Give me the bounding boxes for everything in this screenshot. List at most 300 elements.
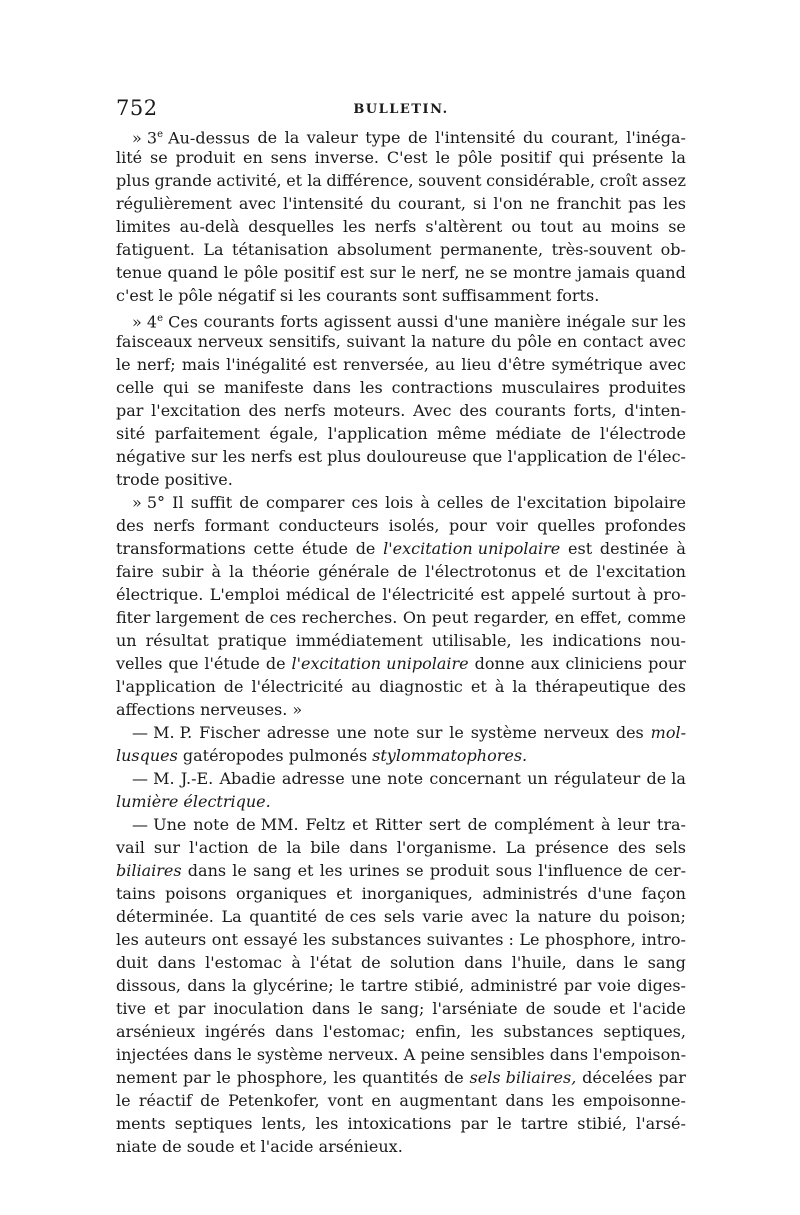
segment-text: surtout: [571, 585, 631, 604]
text-segment: [550, 1043, 588, 1066]
text-segment: [526, 997, 546, 1020]
segment-text: par: [460, 1114, 488, 1133]
text-segment: [360, 376, 383, 399]
text-segment: [323, 1020, 405, 1043]
text-segment: [239, 491, 259, 514]
segment-text: de: [397, 562, 418, 581]
segment-text: l'excitation unipolaire: [383, 539, 561, 558]
text-segment: [496, 422, 561, 445]
segment-text: concernant: [429, 769, 521, 788]
text-segment: [545, 560, 561, 583]
text-segment: [508, 445, 608, 468]
segment-text: lusques: [116, 746, 178, 765]
italic-segment: [116, 744, 178, 767]
segment-text: négative: [116, 447, 186, 466]
segment-text: de: [490, 493, 511, 512]
text-segment: [430, 859, 490, 882]
segment-text: lumière électrique.: [116, 792, 271, 811]
text-segment: [132, 491, 165, 514]
text-segment: [362, 1066, 438, 1089]
text-segment: [116, 399, 143, 422]
text-segment: [252, 675, 344, 698]
text-segment: [432, 606, 468, 629]
segment-text: appelé: [511, 585, 566, 604]
text-segment: [530, 192, 550, 215]
text-segment: [284, 261, 335, 284]
text-segment: [187, 974, 225, 997]
segment-text: des: [116, 516, 144, 535]
text-segment: [199, 721, 260, 744]
segment-text: présence: [535, 838, 609, 857]
segment-text: générale: [318, 562, 390, 581]
text-segment: [310, 951, 351, 974]
text-segment: [181, 767, 213, 790]
segment-text: positif: [283, 263, 335, 282]
text-segment: [163, 376, 189, 399]
segment-text: est: [340, 263, 365, 282]
segment-text: Abadie: [219, 769, 276, 788]
text-segment: [243, 146, 263, 169]
text-segment: [244, 261, 278, 284]
text-segment: [116, 583, 203, 606]
segment-text: vail: [116, 838, 145, 857]
text-segment: [609, 376, 686, 399]
text-segment: [216, 1066, 231, 1089]
segment-text: note: [387, 769, 424, 788]
text-line: [116, 399, 686, 422]
text-segment: [298, 859, 314, 882]
segment-text: de la: [646, 769, 686, 788]
segment-text: faire: [116, 562, 154, 581]
italic-segment: [116, 859, 182, 882]
text-segment: [437, 422, 486, 445]
text-line: [116, 307, 686, 330]
segment-text: de: [257, 128, 278, 148]
segment-text: sur: [631, 312, 658, 332]
segment-text: plus: [116, 171, 150, 190]
segment-text: dans: [187, 976, 226, 995]
segment-text: le: [339, 976, 355, 995]
text-segment: [210, 583, 280, 606]
text-segment: [200, 1089, 220, 1112]
segment-text: l'état: [310, 953, 352, 972]
text-segment: [165, 882, 226, 905]
text-line: [116, 560, 686, 583]
segment-text: substances: [331, 930, 422, 949]
segment-text: Il: [172, 493, 184, 512]
segment-text: grande: [154, 171, 212, 190]
text-segment: [554, 767, 640, 790]
text-segment: [116, 353, 131, 376]
segment-text: les: [315, 1114, 339, 1133]
text-segment: [150, 146, 168, 169]
segment-text: des: [617, 838, 646, 857]
text-segment: [544, 721, 609, 744]
text-segment: [351, 491, 378, 514]
segment-text: sité: [116, 424, 146, 443]
text-segment: [648, 951, 686, 974]
text-line: [116, 1066, 686, 1089]
segment-text: aussi: [396, 312, 439, 332]
text-segment: [371, 1089, 391, 1112]
segment-text: C'est: [386, 148, 428, 167]
segment-text: l'excitation: [596, 562, 686, 581]
text-segment: [198, 330, 263, 353]
segment-text: que: [472, 447, 503, 466]
segment-text: courant,: [550, 128, 619, 148]
text-segment: [422, 905, 463, 928]
text-segment: Au-dessus: [162, 128, 250, 148]
segment-text: souvent: [418, 171, 482, 190]
segment-text: est: [480, 585, 505, 604]
text-segment: [671, 146, 686, 169]
text-segment: [521, 629, 544, 652]
text-segment: [351, 675, 371, 698]
text-segment: [617, 813, 650, 836]
segment-text: suffit: [190, 493, 233, 512]
segment-text: comme: [627, 608, 686, 627]
text-segment: [577, 261, 630, 284]
segment-text: organiques: [236, 884, 327, 903]
segment-text: ont: [211, 930, 239, 949]
segment-text: un: [527, 769, 548, 788]
segment-text: d'une: [443, 312, 489, 332]
text-segment: [552, 353, 643, 376]
text-segment: [116, 698, 302, 721]
text-segment: [653, 583, 686, 606]
running-title: BULLETIN.: [353, 102, 449, 117]
segment-text: courants: [494, 401, 566, 420]
segment-text: forts: [280, 312, 319, 332]
text-segment: [139, 1089, 192, 1112]
segment-text: que: [168, 654, 199, 673]
text-segment: [605, 514, 686, 537]
text-segment: [116, 629, 137, 652]
segment-text: suivantes :: [426, 930, 514, 949]
text-line: [116, 767, 686, 790]
text-segment: [116, 215, 171, 238]
text-segment: [636, 1112, 686, 1135]
text-segment: [325, 905, 376, 928]
segment-text: adresse: [281, 769, 345, 788]
segment-text: les: [222, 447, 246, 466]
segment-text: nature: [537, 907, 592, 926]
text-segment: [347, 1112, 451, 1135]
segment-text: intoxications: [347, 1114, 452, 1133]
text-segment: [193, 813, 229, 836]
segment-text: de ces: [244, 608, 297, 627]
text-segment: [390, 951, 455, 974]
segment-text: nement: [116, 1068, 178, 1087]
text-segment: [574, 399, 617, 422]
segment-text: le: [223, 263, 239, 282]
segment-text: sert: [428, 815, 461, 834]
text-line: [116, 1020, 686, 1043]
segment-text: utilisable,: [431, 631, 512, 650]
segment-text: et: [544, 562, 561, 581]
text-segment: [629, 859, 649, 882]
segment-text: sels: [654, 838, 686, 857]
text-segment: [306, 813, 346, 836]
text-segment: [628, 192, 656, 215]
text-segment: [437, 491, 483, 514]
segment-text: de: [443, 1068, 464, 1087]
segment-text: faisceaux: [116, 332, 193, 351]
segment-text: s'altèrent: [425, 217, 503, 236]
segment-text: lents,: [261, 1114, 307, 1133]
text-segment: [176, 146, 236, 169]
text-segment: [232, 859, 247, 882]
segment-text: velles: [116, 654, 163, 673]
segment-text: l'étude: [204, 654, 260, 673]
text-segment: [333, 1066, 356, 1089]
text-segment: [116, 1066, 177, 1089]
segment-text: des: [658, 677, 686, 696]
segment-text: nou-: [650, 631, 686, 650]
text-segment: [116, 1135, 403, 1158]
text-segment: [175, 1112, 253, 1135]
segment-text: sur: [369, 263, 396, 282]
segment-text: manifeste: [224, 378, 304, 397]
text-segment: [358, 997, 373, 1020]
segment-text: considérable,: [486, 171, 596, 190]
text-segment: [116, 1020, 195, 1043]
text-segment: [649, 353, 686, 376]
text-segment: Ces: [162, 312, 198, 332]
segment-text: nerfs: [250, 447, 293, 466]
text-segment: [459, 399, 487, 422]
segment-text: » 4: [132, 312, 158, 332]
segment-text: de: [525, 999, 546, 1018]
text-segment: [116, 997, 146, 1020]
segment-text: sur: [153, 838, 181, 857]
segment-text: quand: [635, 263, 686, 282]
text-segment: [473, 192, 486, 215]
segment-text: de: [223, 677, 244, 696]
text-segment: [223, 445, 246, 468]
segment-text: celle: [116, 378, 155, 397]
segment-text: pratique: [217, 631, 287, 650]
text-segment: [333, 399, 405, 422]
segment-text: la: [512, 677, 528, 696]
text-segment: [194, 1043, 232, 1066]
segment-text: à: [420, 493, 430, 512]
text-segment: [267, 721, 330, 744]
segment-text: déterminée.: [116, 907, 214, 926]
segment-text: l'organisme.: [396, 838, 497, 857]
segment-text: dans: [275, 1022, 314, 1041]
text-segment: [490, 491, 510, 514]
text-segment: [296, 629, 423, 652]
text-segment: [637, 583, 647, 606]
ordinal-superscript: e: [157, 129, 163, 140]
text-segment: [511, 583, 565, 606]
text-segment: [583, 1089, 686, 1112]
segment-text: une: [336, 723, 367, 742]
segment-text: lité: [116, 148, 143, 167]
segment-text: arsénieux: [116, 1022, 196, 1041]
text-segment: [310, 836, 340, 859]
text-segment: [531, 652, 560, 675]
segment-text: ob-: [660, 240, 686, 259]
segment-text: l'action: [189, 838, 249, 857]
segment-text: et: [352, 815, 368, 834]
text-segment: [413, 399, 451, 422]
segment-text: positif: [500, 148, 551, 167]
text-segment: [203, 238, 223, 261]
text-segment: [496, 514, 527, 537]
segment-text: sang: [253, 861, 292, 880]
text-segment: [538, 905, 592, 928]
segment-text: l'électricité: [382, 585, 475, 604]
segment-text: cette: [253, 539, 295, 558]
segment-text: inorganiques,: [361, 884, 473, 903]
segment-text: type: [365, 128, 401, 148]
text-segment: [328, 422, 428, 445]
text-segment: [116, 905, 214, 928]
text-segment: [291, 951, 301, 974]
segment-text: sur: [416, 723, 443, 742]
segment-text: fiter: [116, 608, 151, 627]
text-segment: [162, 560, 204, 583]
text-segment: [116, 376, 154, 399]
segment-text: subir: [161, 562, 204, 581]
text-segment: [349, 859, 400, 882]
segment-text: tétanisation: [232, 240, 329, 259]
text-line: [116, 514, 686, 537]
segment-text: présente: [592, 148, 664, 167]
text-segment: [236, 882, 327, 905]
text-segment: [613, 445, 633, 468]
text-segment: [429, 813, 461, 836]
text-segment: [571, 422, 591, 445]
segment-text: cliniciens: [565, 654, 643, 673]
segment-text: dans: [311, 999, 351, 1018]
segment-text: profondes: [604, 516, 686, 535]
text-segment: [382, 583, 474, 606]
segment-text: à: [291, 953, 301, 972]
segment-text: tra-: [656, 815, 686, 834]
segment-text: enfin,: [415, 1022, 462, 1041]
text-segment: [535, 675, 650, 698]
segment-text: de: [360, 953, 381, 972]
text-line: [116, 629, 686, 652]
text-segment: [211, 560, 221, 583]
text-segment: [628, 606, 686, 629]
segment-text: aux: [530, 654, 560, 673]
segment-text: des: [459, 401, 488, 420]
segment-text: l'intensité: [283, 194, 364, 213]
text-segment: [596, 560, 686, 583]
segment-text: la: [229, 562, 244, 581]
text-segment: [517, 491, 607, 514]
segment-text: tartre: [360, 976, 409, 995]
segment-text: du: [490, 332, 512, 351]
segment-text: les: [520, 631, 544, 650]
text-segment: [204, 514, 269, 537]
text-segment: [559, 146, 585, 169]
text-segment: [425, 215, 502, 238]
text-line: [116, 238, 686, 261]
text-segment: [116, 652, 162, 675]
segment-text: dans: [193, 1045, 232, 1064]
text-segment: [237, 1043, 252, 1066]
text-segment: [587, 882, 632, 905]
text-line: [116, 422, 686, 445]
text-segment: [491, 330, 512, 353]
segment-text: en: [554, 608, 575, 627]
segment-text: l'élec-: [638, 447, 686, 466]
text-segment: [132, 767, 175, 790]
text-segment: [191, 445, 217, 468]
segment-text: tenue: [116, 263, 162, 282]
text-line: [116, 997, 686, 1020]
segment-text: tout: [540, 217, 574, 236]
segment-text: permanente,: [439, 240, 544, 259]
text-segment: [397, 836, 497, 859]
segment-text: inégale: [566, 312, 626, 332]
text-segment: [302, 606, 398, 629]
text-segment: [303, 928, 326, 951]
segment-text: courant,: [398, 194, 466, 213]
segment-text: ments: [116, 1114, 166, 1133]
segment-text: Petenkofer,: [228, 1091, 320, 1110]
italic-segment: [383, 537, 560, 560]
italic-segment: [470, 1066, 577, 1089]
text-line: [116, 744, 686, 767]
segment-text: lois: [385, 493, 414, 512]
segment-text: bile: [310, 838, 341, 857]
segment-text: » 3: [132, 128, 158, 148]
segment-text: électrique.: [116, 585, 204, 604]
text-segment: [601, 813, 611, 836]
segment-text: la: [671, 148, 686, 167]
segment-text: le: [237, 1045, 252, 1064]
segment-text: La: [221, 907, 242, 926]
text-segment: [284, 399, 326, 422]
text-line: [116, 261, 686, 284]
text-segment: [440, 238, 543, 261]
italic-segment: [292, 652, 469, 675]
text-segment: [658, 675, 686, 698]
segment-text: se: [149, 148, 168, 167]
segment-text: avec: [648, 332, 686, 351]
text-segment: [116, 1089, 131, 1112]
segment-text: l'application: [507, 447, 608, 466]
text-segment: [646, 767, 685, 790]
text-segment: [315, 146, 379, 169]
segment-text: d'une: [587, 884, 633, 903]
segment-text: le: [232, 861, 247, 880]
text-segment: [286, 169, 322, 192]
segment-text: administrés: [482, 884, 578, 903]
segment-text: assez: [642, 171, 686, 190]
text-segment: [168, 652, 198, 675]
text-segment: [279, 514, 379, 537]
segment-text: courants: [203, 312, 275, 332]
text-segment: [471, 675, 487, 698]
segment-text: de: [257, 838, 278, 857]
segment-text: ingérés: [204, 1022, 266, 1041]
segment-text: l'on: [493, 194, 523, 213]
segment-text: en: [242, 148, 263, 167]
text-segment: [465, 261, 508, 284]
text-line: [116, 192, 686, 215]
text-segment: [480, 583, 504, 606]
text-segment: [517, 330, 551, 353]
segment-text: l'inéga-: [626, 128, 686, 148]
text-segment: [411, 330, 426, 353]
